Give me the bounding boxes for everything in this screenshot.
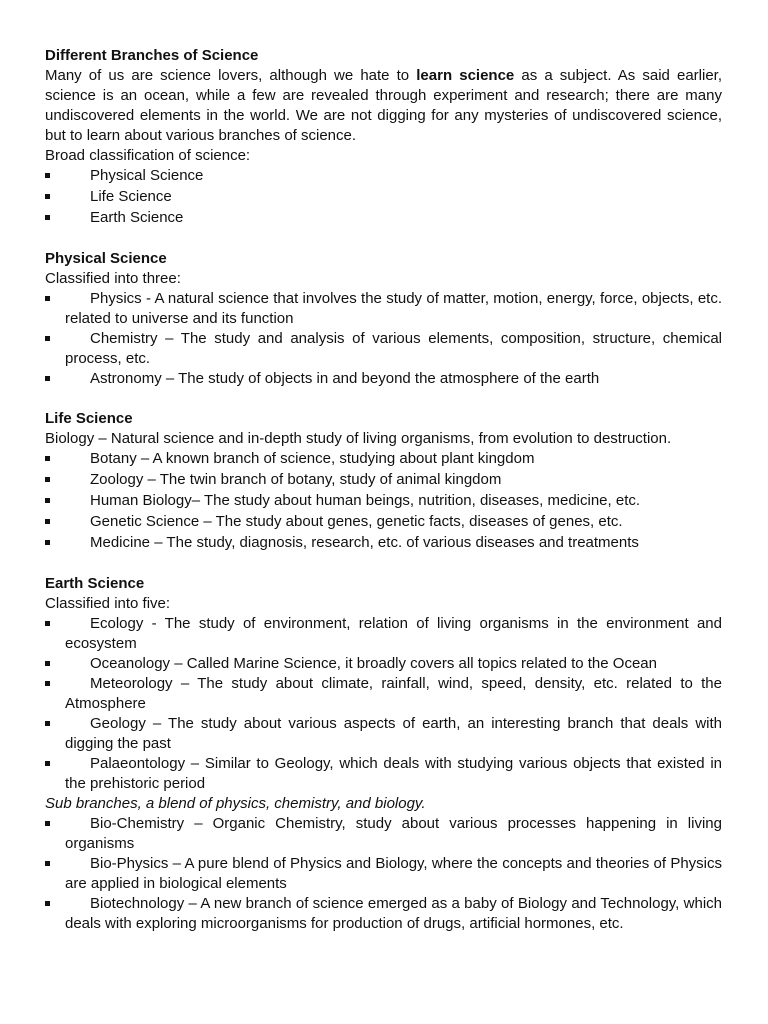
list-item: Ecology - The study of environment, relation of living organisms in the environment and ecosystem: [45, 614, 722, 654]
list-item: Life Science: [45, 187, 722, 207]
list-item: Bio-Chemistry – Organic Chemistry, study about various processes happening in living organisms: [45, 814, 722, 854]
broad-list: [45, 166, 722, 228]
life-heading: Life Science: [45, 410, 133, 427]
list-item: Geology – The study about various aspects of earth, an interesting branch that deals with digging the past: [45, 714, 722, 754]
document-body: [45, 46, 722, 934]
list-item: Biotechnology – A new branch of science emerged as a baby of Biology and Technology, which deals with exploring microorganisms for production of drugs, artificial hormones, etc.: [45, 894, 722, 934]
list-item: Meteorology – The study about climate, rainfall, wind, speed, density, etc. related to the Atmosphere: [45, 674, 722, 714]
list-item: Botany – A known branch of science, studying about plant kingdom: [45, 449, 722, 469]
list-item: Oceanology – Called Marine Science, it broadly covers all topics related to the Ocean: [45, 654, 722, 674]
list-item: Chemistry – The study and analysis of various elements, composition, structure, chemical process, etc.: [45, 329, 722, 369]
list-item: Human Biology– The study about human beings, nutrition, diseases, medicine, etc.: [45, 491, 722, 511]
intro-text-2: as a subject. As said earlier, science is an ocean, while a few are revealed through experiment and research; there are many undiscovered elements in the world. We are not digging for any mysteries of undiscovered science, but to learn about various branches of science.: [45, 67, 723, 144]
subbranches-label: Sub branches, a blend of physics, chemistry, and biology.: [45, 795, 426, 812]
physical-list: [45, 289, 722, 389]
list-item: Medicine – The study, diagnosis, research, etc. of various diseases and treatments: [45, 533, 722, 553]
list-item: Physics - A natural science that involves the study of matter, motion, energy, force, objects, etc. related to universe and its function: [45, 289, 722, 329]
life-sub: Biology – Natural science and in-depth study of living organisms, from evolution to destruction.: [45, 430, 672, 447]
subbranches-list: [45, 814, 722, 934]
life-list: [45, 449, 722, 553]
earth-list: [45, 614, 722, 794]
intro-text-1: Many of us are science lovers, although we hate to: [45, 67, 417, 84]
physical-heading: Physical Science: [45, 250, 167, 267]
list-item: Bio-Physics – A pure blend of Physics and Biology, where the concepts and theories of Physics are applied in biological elements: [45, 854, 722, 894]
earth-heading: Earth Science: [45, 575, 145, 592]
physical-sub: Classified into three:: [45, 270, 181, 287]
page-title: Different Branches of Science: [45, 47, 259, 64]
list-item: Earth Science: [45, 208, 722, 228]
intro-paragraph: [45, 66, 722, 146]
list-item: Physical Science: [45, 166, 722, 186]
intro-bold-text: learn science: [416, 67, 515, 84]
list-item: Zoology – The twin branch of botany, study of animal kingdom: [45, 470, 722, 490]
broad-label: Broad classification of science:: [45, 147, 251, 164]
list-item: Palaeontology – Similar to Geology, which deals with studying various objects that existed in the prehistoric period: [45, 754, 722, 794]
list-item: Genetic Science – The study about genes, genetic facts, diseases of genes, etc.: [45, 512, 722, 532]
list-item: Astronomy – The study of objects in and beyond the atmosphere of the earth: [45, 369, 722, 389]
earth-sub: Classified into five:: [45, 595, 171, 612]
